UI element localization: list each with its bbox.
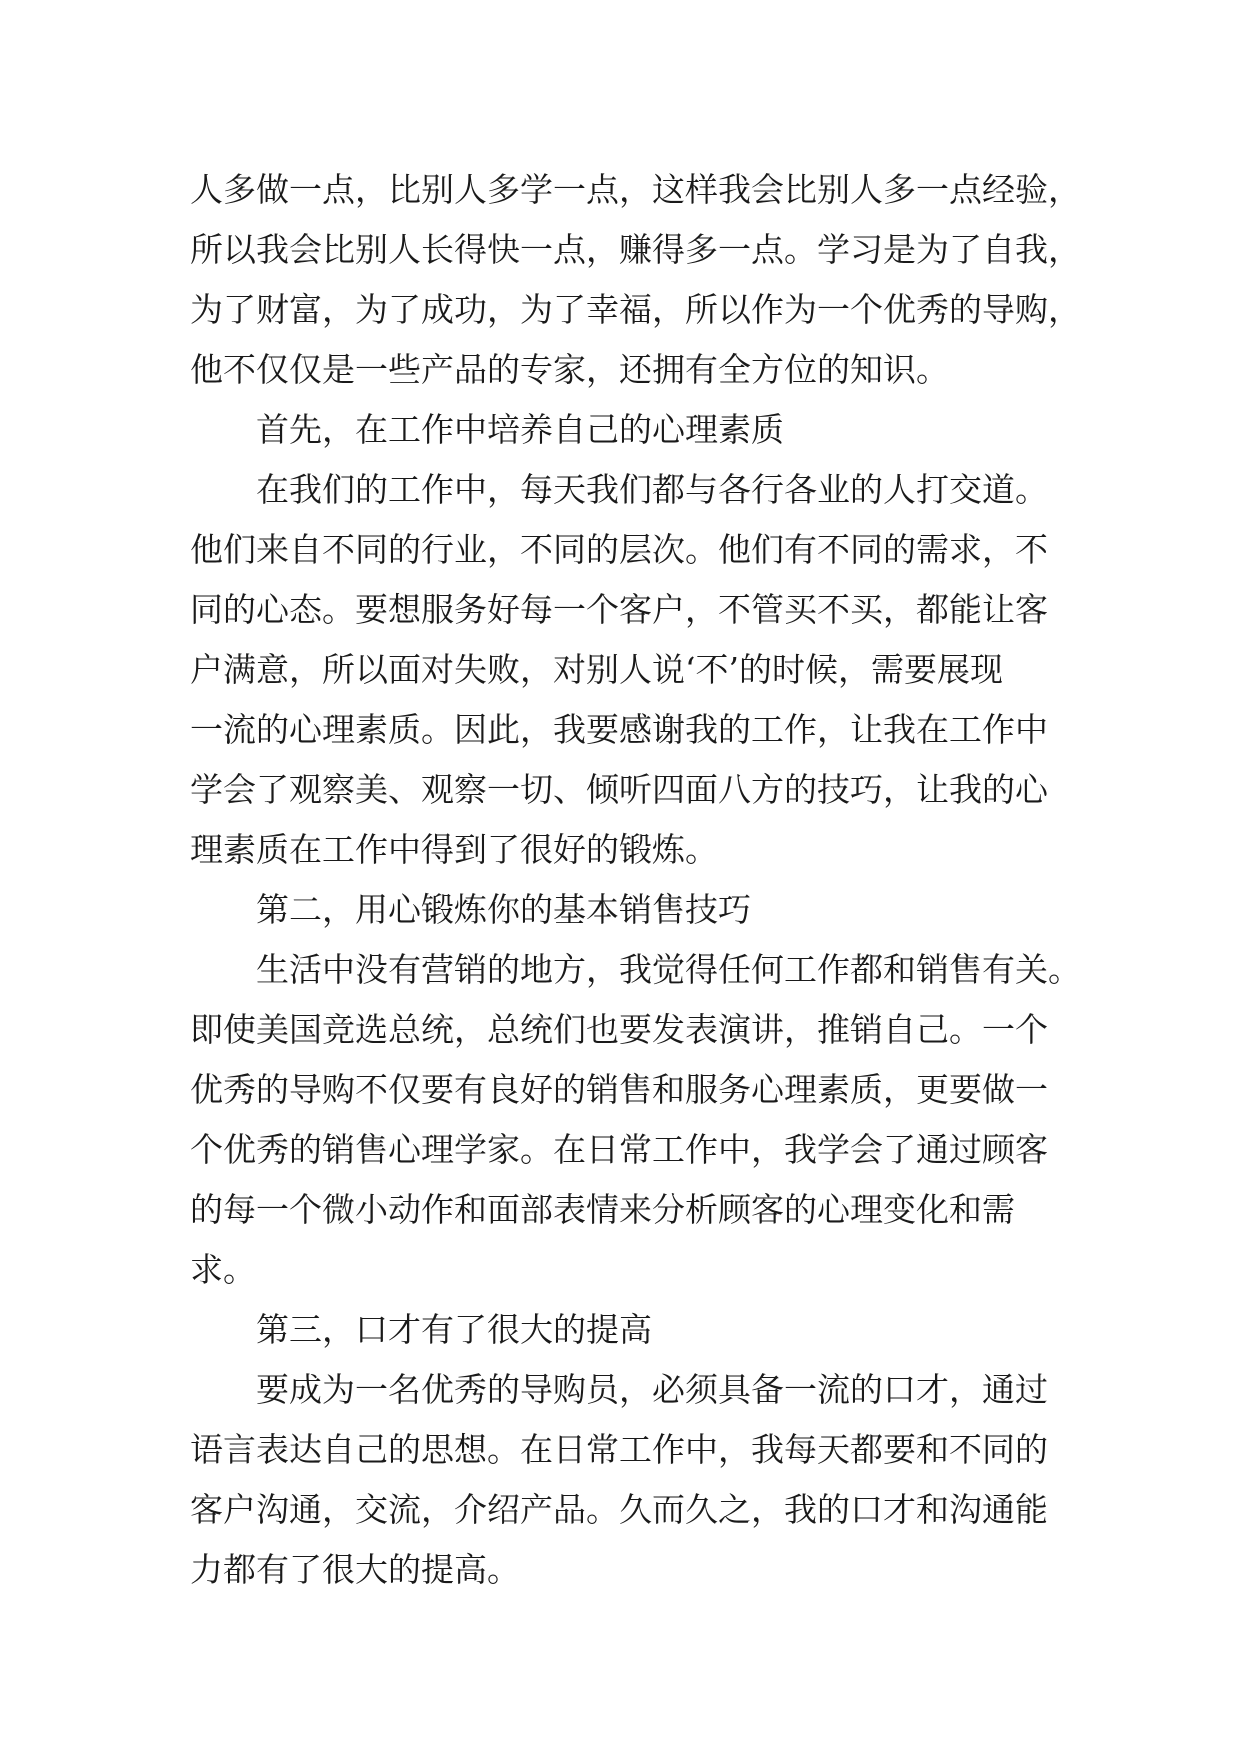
section-heading: 首先，在工作中培养自己的心理素质 xyxy=(256,410,784,449)
text-line: 客户沟通，交流，介绍产品。久而久之，我的口才和沟通能 xyxy=(190,1490,1048,1529)
document-body xyxy=(190,160,1090,1600)
text-line: 同的心态。要想服务好每一个客户，不管买不买，都能让客 xyxy=(190,590,1048,629)
text-line: 求。 xyxy=(190,1250,256,1289)
text-line: 户满意，所以面对失败，对别人说‘不’的时候，需要展现 xyxy=(190,650,1003,689)
text-line: 他们来自不同的行业，不同的层次。他们有不同的需求，不 xyxy=(190,530,1048,569)
text-line: 语言表达自己的思想。在日常工作中，我每天都要和不同的 xyxy=(190,1430,1048,1469)
text-line: 优秀的导购不仅要有良好的销售和服务心理素质，更要做一 xyxy=(190,1070,1048,1109)
text-line: 即使美国竞选总统，总统们也要发表演讲，推销自己。一个 xyxy=(190,1010,1048,1049)
text-line: 一流的心理素质。因此，我要感谢我的工作，让我在工作中 xyxy=(190,710,1048,749)
text-line: 为了财富，为了成功，为了幸福，所以作为一个优秀的导购， xyxy=(190,290,1081,329)
text-line: 所以我会比别人长得快一点，赚得多一点。学习是为了自我， xyxy=(190,230,1081,269)
text-line: 的每一个微小动作和面部表情来分析顾客的心理变化和需 xyxy=(190,1190,1015,1229)
section-heading: 第三，口才有了很大的提高 xyxy=(256,1310,652,1349)
section-heading: 第二，用心锻炼你的基本销售技巧 xyxy=(256,890,751,929)
text-line: 在我们的工作中，每天我们都与各行各业的人打交道。 xyxy=(256,470,1048,509)
text-line: 理素质在工作中得到了很好的锻炼。 xyxy=(190,830,718,869)
text-line: 力都有了很大的提高。 xyxy=(190,1550,520,1589)
text-line: 生活中没有营销的地方，我觉得任何工作都和销售有关。 xyxy=(256,950,1081,989)
text-line: 他不仅仅是一些产品的专家，还拥有全方位的知识。 xyxy=(190,350,949,389)
text-line: 个优秀的销售心理学家。在日常工作中，我学会了通过顾客 xyxy=(190,1130,1048,1169)
text-line: 学会了观察美、观察一切、倾听四面八方的技巧，让我的心 xyxy=(190,770,1048,809)
text-line: 人多做一点，比别人多学一点，这样我会比别人多一点经验， xyxy=(190,170,1081,209)
text-line: 要成为一名优秀的导购员，必须具备一流的口才，通过 xyxy=(256,1370,1048,1409)
